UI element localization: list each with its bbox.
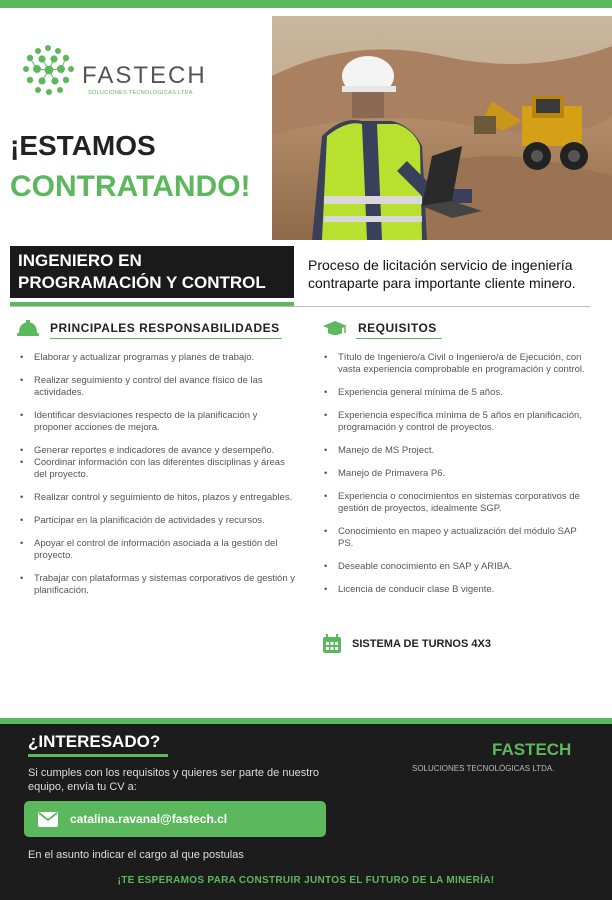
list-item: • Coordinar información con las diferentes disciplinas y áreas del proyecto. [18, 457, 298, 481]
job-title-line1: INGENIERO EN [18, 251, 142, 270]
interested-underline [28, 754, 168, 757]
list-item: • Experiencia o conocimientos en sistemas corporativos de gestión de proyectos, idealmente SGP. [322, 491, 592, 515]
apply-instructions: Si cumples con los requisitos y quieres ser parte de nuestro equipo, envía tu CV a: [28, 767, 320, 793]
requirements-title: REQUISITOS [358, 321, 437, 335]
responsibilities-underline [50, 338, 282, 339]
responsibilities-title: PRINCIPALES RESPONSABILIDADES [50, 321, 280, 335]
list-item: • Identificar desviaciones respecto de la planificación y proponer acciones de mejora. [18, 410, 298, 434]
list-item: • Licencia de conducir clase B vigente. [322, 584, 592, 596]
shift-system [322, 634, 491, 654]
list-item: • Experiencia general mínima de 5 años. [322, 387, 592, 399]
list-item: • Conocimiento en mapeo y actualización del módulo SAP PS. [322, 526, 592, 550]
responsibilities-list [18, 352, 298, 608]
list-item: • Elaborar y actualizar programas y planes de trabajo. [18, 352, 298, 364]
engineer-mining-photo [272, 16, 612, 240]
footer-brand-name: FASTECH [492, 740, 572, 759]
footer-contact [0, 724, 612, 900]
requirements-list [322, 352, 592, 607]
list-item: • Participar en la planificación de actividades y recursos. [18, 515, 298, 527]
list-item: • Título de Ingeniero/a Civil o Ingeniero/a de Ejecución, con vasta experiencia comprobable en programación y control. [322, 352, 592, 376]
closing-slogan: ¡TE ESPERAMOS PARA CONSTRUIR JUNTOS EL FUTURO DE LA MINERÍA! [117, 875, 495, 886]
graduation-cap-icon [322, 318, 348, 338]
logo-globe-icon [18, 42, 78, 98]
list-item: • Trabajar con plataformas y sistemas corporativos de gestión y planificación. [18, 573, 298, 597]
list-item: • Apoyar el control de información asociada a la gestión del proyecto. [18, 538, 298, 562]
list-item: • Generar reportes e indicadores de avance y desempeño. [18, 445, 298, 457]
list-item: • Deseable conocimiento en SAP y ARIBA. [322, 561, 592, 573]
fastech-logo [18, 42, 218, 102]
headline-estamos: ¡ESTAMOS [10, 130, 156, 161]
subject-note: En el asunto indicar el cargo al que postulas [28, 849, 244, 861]
job-title-line2: PROGRAMACIÓN Y CONTROL [18, 273, 266, 292]
job-title-box [10, 246, 294, 298]
footer-brand-subtitle: SOLUCIONES TECNOLÓGICAS LTDA. [412, 764, 555, 773]
requirements-underline [356, 338, 442, 339]
calendar-icon [322, 634, 342, 654]
envelope-icon [38, 812, 58, 827]
top-accent-bar [0, 0, 612, 8]
interested-title: ¿INTERESADO? [28, 732, 161, 751]
shift-system-label: SISTEMA DE TURNOS 4X3 [352, 638, 491, 650]
logo-brand-name: FASTECH [82, 62, 207, 89]
list-item: • Realizar control y seguimiento de hitos, plazos y entregables. [18, 492, 298, 504]
headline-contratando: CONTRATANDO! [10, 170, 251, 203]
section-separator [10, 306, 590, 307]
responsibilities-header [16, 318, 280, 338]
list-item: • Manejo de Primavera P6. [322, 468, 592, 480]
hard-hat-icon [16, 318, 40, 338]
list-item: • Manejo de MS Project. [322, 445, 592, 457]
process-description: Proceso de licitación servicio de ingeniería contraparte para importante cliente minero. [308, 257, 576, 291]
requirements-header [322, 318, 437, 338]
email-contact-button[interactable] [24, 801, 326, 837]
list-item: • Realizar seguimiento y control del avance físico de las actividades. [18, 375, 298, 399]
logo-brand-subtitle: SOLUCIONES TECNOLÓGICAS LTDA. [88, 90, 195, 96]
contact-email[interactable]: catalina.ravanal@fastech.cl [70, 812, 228, 826]
list-item: • Experiencia específica mínima de 5 años en planificación, programación y control de proyectos. [322, 410, 592, 434]
